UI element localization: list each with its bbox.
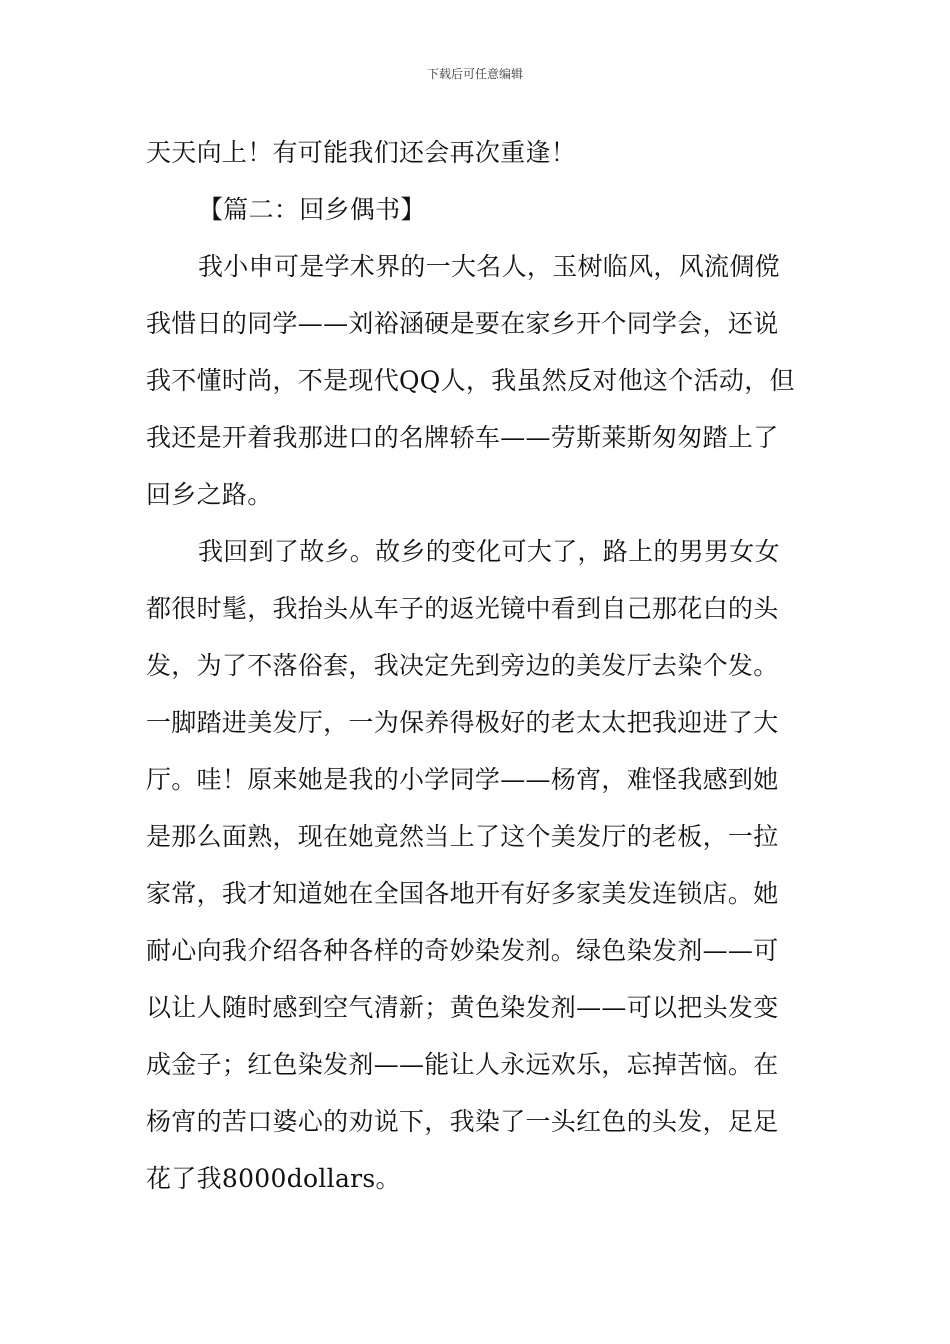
text-line: 成金子；红色染发剂——能让人永远欢乐，忘掉苦恼。在 <box>146 1050 779 1079</box>
text-line: 发，为了不落俗套，我决定先到旁边的美发厅去染个发。 <box>146 651 779 680</box>
text-line: 天天向上！有可能我们还会再次重逢！ <box>146 138 577 167</box>
text-line: 都很时髦，我抬头从车子的返光镜中看到自己那花白的头 <box>146 594 779 623</box>
text-line: 杨宵的苦口婆心的劝说下，我染了一头红色的头发，足足 <box>146 1107 779 1136</box>
text-line: 耐心向我介绍各种各样的奇妙染发剂。绿色染发剂——可 <box>146 936 779 965</box>
text-line: 一脚踏进美发厅，一为保养得极好的老太太把我迎进了大 <box>146 708 779 737</box>
section-heading: 【篇二：回乡偶书】 <box>198 195 426 224</box>
text-line: 我还是开着我那进口的名牌轿车——劳斯莱斯匆匆踏上了 <box>146 423 779 452</box>
text-line: 我回到了故乡。故乡的变化可大了，路上的男男女女 <box>198 537 780 566</box>
body-text <box>146 124 806 1207</box>
text-line: 家常，我才知道她在全国各地开有好多家美发连锁店。她 <box>146 879 779 908</box>
text-line: 厅。哇！原来她是我的小学同学——杨宵，难怪我感到她 <box>146 765 779 794</box>
text-line: 是那么面熟，现在她竟然当上了这个美发厅的老板，一拉 <box>146 822 779 851</box>
text-line: 我惜日的同学——刘裕涵硬是要在家乡开个同学会，还说 <box>146 309 779 338</box>
text-line: 我小申可是学术界的一大名人，玉树临风，风流倜傥 <box>198 252 780 281</box>
text-line: 以让人随时感到空气清新；黄色染发剂——可以把头发变 <box>146 993 779 1022</box>
text-line: 回乡之路。 <box>146 480 273 509</box>
text-line: 花了我8000dollars。 <box>146 1164 401 1193</box>
page-header: 下载后可任意编辑 <box>426 67 523 81</box>
text-line: 我不懂时尚，不是现代QQ人，我虽然反对他这个活动，但 <box>146 366 795 395</box>
